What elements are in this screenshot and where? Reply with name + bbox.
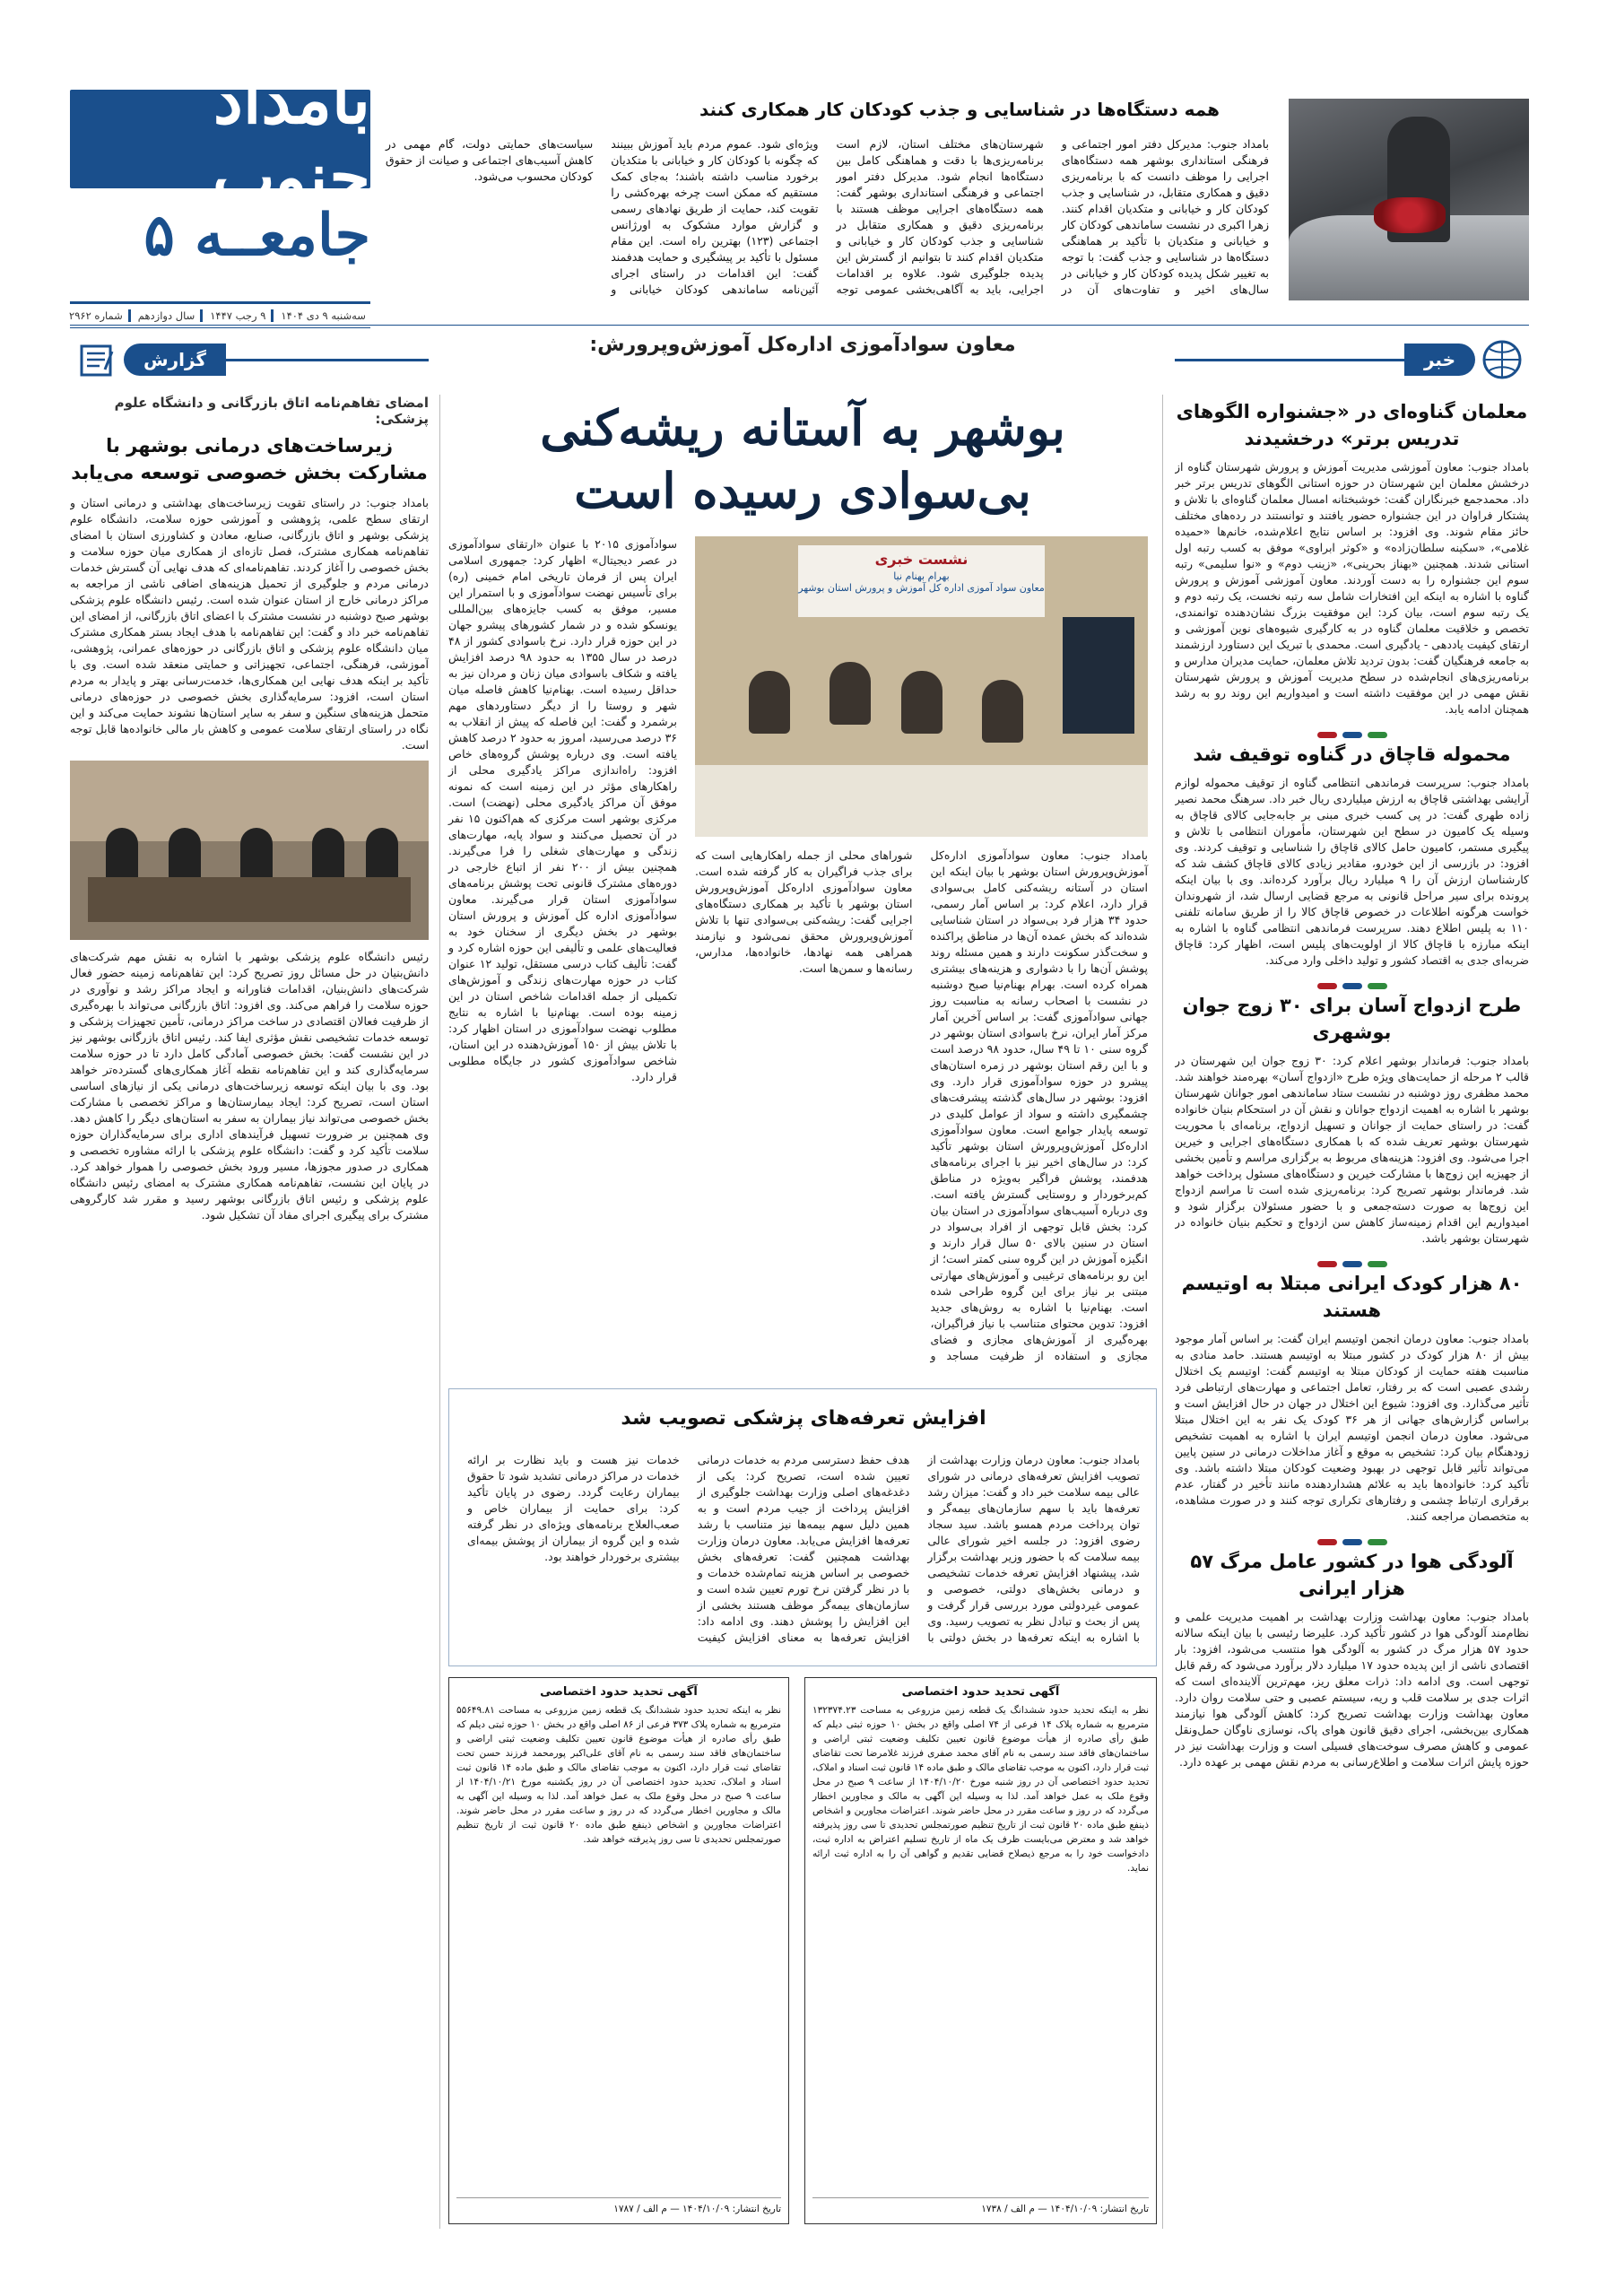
separator-dots xyxy=(1175,725,1529,737)
notice-footer: تاریخ انتشار: ۱۴۰۴/۱۰/۰۹ — م الف / ۱۷۸۷ xyxy=(456,2197,781,2216)
banner-role: معاون سواد آموزی اداره کل آموزش و پرورش استان بوشهر xyxy=(798,582,1045,594)
news-title[interactable]: معلمان گناوه‌ای در «جشنواره الگوهای تدریس برتر» درخشیدند xyxy=(1176,401,1528,449)
table-shape xyxy=(695,765,1148,837)
issue-hijri: ۹ رجب ۱۴۴۷ xyxy=(210,309,274,322)
globe-icon xyxy=(1475,336,1529,383)
organization-logo-shape xyxy=(1063,617,1134,734)
main-article-kicker: معاون سوادآموزی اداره‌کل آموزش‌وپرورش: xyxy=(589,334,1016,356)
news-title[interactable]: ۸۰ هزار کودک ایرانی مبتلا به اوتیسم هستند xyxy=(1181,1273,1523,1321)
legal-notice xyxy=(804,1677,1157,2224)
main-article-photo xyxy=(695,536,1148,837)
table-shape xyxy=(88,877,411,922)
news-title[interactable]: طرح ازدواج آسان برای ۳۰ زوج جوان بوشهری xyxy=(1182,995,1522,1043)
news-column xyxy=(1175,395,1529,2229)
top-story-photo xyxy=(1289,99,1529,300)
main-article-title[interactable]: بوشهر به آستانه ریشه‌کنی xyxy=(540,399,1065,457)
newspaper-icon xyxy=(70,336,124,383)
news-item xyxy=(1175,741,1529,988)
report-column xyxy=(70,395,429,2229)
news-body: بامداد جنوب: معاون آموزشی مدیریت آموزش و پرورش شهرستان گناوه از درخشش معلمان این شهرستان در حوزه استانی الگوهای تدریس برتر خبر داد. محمدجمع خبرنگاران گفت: خوشبختانه امسال معلمان گناوه‌ای با تلاش و پشتکار فراوان در این جشنواره حضور یافتند و توانستند در رده‌های مختلف حائز مقام شوند. وی افزود: بر اساس نتایج اعلام‌شده، خانم‌ها «حمیده غلامی»، «سکینه سلطان‌زاده» و «کوثر ابراوی» موفق به کسب رتبه اول استانی شدند. همچنین «بهناز بحرینی»، «زینب دوم» و «نوا سلیمی» رتبه سوم این جشنواره را به دست آوردند. معاون آموزشی آموزش و پرورش گناوه با اشاره به اینکه این افتخارات شامل سه رتبه نخست، یک رتبه دوم و یک رتبه سوم است، بیان کرد: این موفقیت بزرگ نشان‌دهنده توانمندی، تخصص و خلاقیت معلمان گناوه در به کارگیری شیوه‌های نوین آموزشی و ارتقای کیفیت یاددهی - یادگیری است. محمدی با تبریک این دستاورد ارزشمند به جامعه فرهنگیان گفت: بدون تردید تلاش معلمان، حمایت مدیران مدارس و برنامه‌ریزی‌های انجام‌شده در سطح مدیریت آموزش و پرورش شهرستان نقش مهمی در این موفقیت داشته است و امیدواریم این روند رو به رشد همچنان ادامه یابد. xyxy=(1175,460,1529,716)
report-kicker: امضای تفاهم‌نامه اتاق بازرگانی و دانشگاه علوم پزشکی: xyxy=(114,395,429,427)
column-divider xyxy=(439,395,440,2229)
tariff-title[interactable]: افزایش تعرفه‌های پزشکی تصویب شد xyxy=(621,1407,986,1430)
person-shape xyxy=(830,662,871,725)
press-banner xyxy=(798,545,1045,617)
news-item xyxy=(1175,1548,1529,1770)
top-divider xyxy=(70,325,1529,326)
masthead xyxy=(69,62,370,370)
report-tab-label[interactable]: گزارش xyxy=(124,344,226,376)
notice-footer: تاریخ انتشار: ۱۴۰۴/۱۰/۰۹ — م الف / ۱۷۳۸ xyxy=(812,2197,1149,2216)
report-title[interactable]: زیرساخت‌های درمانی بوشهر با مشارکت بخش خصوصی توسعه می‌یابد xyxy=(71,435,428,483)
report-body: بامداد جنوب: در راستای تقویت زیرساخت‌های بهداشتی و درمانی استان و ارتقای سطح علمی، پژوهشی و آموزشی حوزه سلامت، دانشگاه علوم پزشکی بوشهر و اتاق بازرگانی، صنایع، معادن و کشاورزی استان با امضای تفاهم‌نامه همکاری مشترک، فصل تازه‌ای از همکاری میان حوزه سلامت و بخش خصوصی را آغاز کردند. تفاهم‌نامه‌ای که هدف نهایی آن گسترش خدمات درمانی مردم و جلوگیری از تحمیل هزینه‌های اضافی ناشی از مراجعه به مراکز درمانی خارج از استان عنوان شده است. رئیس دانشگاه علوم پزشکی بوشهر صبح دوشنبه در نشست مشترک با اعضای اتاق بازرگانی، از امضای این تفاهم‌نامه خبر داد و گفت: این تفاهم‌نامه با هدف ایجاد بستر همکاری مشترک میان دانشگاه علوم پزشکی و اتاق بازرگانی در حوزه‌های عمرانی، پژوهشی، آموزشی، فرهنگی، اجتماعی، تجهیزاتی و حمایتی منعقد شده است. وی با تأکید بر اینکه هدف نهایی این همکاری‌ها، خدمت‌رسانی بهتر و پایدار به مردم استان است، افزود: سرمایه‌گذاری بخش خصوصی در حوزه‌های درمانی متحمل هزینه‌های سنگین و سفر به سایر استان‌ها نشوند حمایت می‌کند و این نگاه در راستای ارتقای سلامت عمومی و کاهش بار مالی خانواده‌ها قابل توجه است. xyxy=(70,496,429,752)
report-body: رئیس دانشگاه علوم پزشکی بوشهر با اشاره به نقش مهم شرکت‌های دانش‌بنیان در حل مسائل روز تصریح کرد: این تفاهم‌نامه زمینه حضور فعال شرکت‌های دانش‌بنیان، اقدامات فناورانه و ایجاد مراکز رشد و نوآوری در حوزه سلامت را فراهم می‌کند. وی افزود: اتاق بازرگانی می‌تواند با بهره‌گیری از ظرفیت فعالان اقتصادی در ساخت مراکز درمانی، تأمین تجهیزات پزشکی و توسعه خدمات تشخیصی نقش مؤثری ایفا کند. رئیس اتاق بازرگانی بوشهر نیز در این نشست گفت: بخش خصوصی آمادگی کامل دارد تا در حوزه سلامت سرمایه‌گذاری کند و این تفاهم‌نامه نقطه آغاز همکاری‌های گسترده‌تر خواهد بود. وی با بیان اینکه توسعه زیرساخت‌های درمانی یکی از نیازهای اساسی استان است، تصریح کرد: ایجاد بیمارستان‌ها و مراکز تخصصی با مشارکت بخش خصوصی می‌تواند نیاز بیماران به سفر به استان‌های دیگر را کاهش دهد. وی همچنین بر ضرورت تسهیل فرآیندهای اداری برای سرمایه‌گذاران حوزه سلامت تأکید کرد و گفت: دانشگاه علوم پزشکی با ارائه مشاوره تخصصی و همکاری در صدور مجوزها، مسیر ورود بخش خصوصی را هموار خواهد کرد. در پایان این نشست، تفاهم‌نامه همکاری مشترک به امضای رئیس دانشگاه علوم پزشکی و رئیس اتاق بازرگانی بوشهر رسید و مقرر شد کارگروهی مشترک برای پیگیری اجرای مفاد آن تشکیل شود. xyxy=(70,950,429,1222)
main-article-column: سوادآموزی ۲۰۱۵ با عنوان «ارتقای سوادآموزی در عصر دیجیتال» اظهار کرد: جمهوری اسلامی ایران پس از فرمان تاریخی امام خمینی (ره) برای تأسیس نهضت سوادآموزی و با استمرار این مسیر، موفق به کسب جایزه‌های بین‌المللی یونسکو شده و در شمار کشورهای پیشرو جهان در این حوزه قرار دارد. نرخ باسوادی کشور از ۴۸ درصد در سال ۱۳۵۵ به حدود ۹۸ درصد افزایش یافته و شکاف باسوادی میان زنان و مردان نیز به حداقل رسیده است. بهنام‌نیا کاهش فاصله میان شهر و روستا را از دیگر دستاوردهای مهم برشمرد و گفت: این فاصله که پیش از انقلاب به ۳۶ درصد می‌رسید، امروز به حدود ۲ درصد کاهش یافته است. وی درباره پوشش گروه‌های خاص افزود: راه‌اندازی مراکز یادگیری محلی از راهکارهای مؤثر در این زمینه است که نمونه موفق آن مراکز یادگیری محلی (نهضت) است. مرکزی بوشهر است مرکزی که هم‌اکنون ۱۵ نفر در آن تحصیل می‌کنند و سواد پایه، مهارت‌های زندگی و مهارت‌های شغلی را فرا می‌گیرند. همچنین بیش از ۲۰۰ نفر از اتباع خارجی در دوره‌های مشترک قانونی تحت پوشش برنامه‌های سوادآموزی استان قرار می‌گیرند. معاون سوادآموزی اداره کل آموزش و پرورش استان بوشهر در بخش دیگری از سخنان خود به فعالیت‌های علمی و تألیفی این حوزه اشاره کرد و گفت: تألیف کتاب درسی مستقل، تولید ۱۲ عنوان کتاب در حوزه مهارت‌های زندگی و آموزش‌های تکمیلی از جمله اقدامات شاخص استان در این زمینه بوده است. بهنام‌نیا با اشاره به نتایج مطلوب نهضت سوادآموزی در استان اظهار کرد: با تلاش بیش از ۱۵۰ آموزش‌دهنده در این استان، شاخص سوادآموزی کشور در جایگاه مطلوبی قرار دارد. xyxy=(448,537,677,1083)
top-story xyxy=(386,90,1529,314)
person-shape xyxy=(749,671,790,734)
banner-title: نشست خبری xyxy=(874,551,969,568)
news-item xyxy=(1175,992,1529,1266)
notice-title: آگهی تحدید حدود اختصاصی xyxy=(540,1685,698,1699)
notice-body: نظر به اینکه تحدید حدود ششدانگ یک قطعه زمین مزروعی به مساحت ۵۵۶۴۹.۸۱ مترمربع به شماره پلاک ۳۷۳ فرعی از ۸۶ اصلی واقع در بخش ۱۰ حوزه ثبتی دیلم که طبق رأی صادره از هیأت موضوع قانون تعیین تکلیف وضعیت ثبتی اراضی و ساختمان‌های فاقد سند رسمی به نام آقای علی‌اکبر پورمحمد فرزند حسن تحت تقاضای ثبت قرار دارد، اکنون به موجب تقاضای مالک و طبق ماده ۱۴ قانون ثبت اسناد و املاک، تحدید حدود اختصاصی آن در روز یکشنبه مورخ ۱۴۰۴/۱۰/۲۱ از ساعت ۹ صبح در محل وقوع ملک به عمل خواهد آمد. لذا به وسیله این آگهی به مالک و مجاورین اخطار می‌گردد که در روز و ساعت مقرر در محل حاضر شوند. اعتراضات مجاورین و اشخاص ذینفع طبق ماده ۲۰ قانون ثبت از تاریخ تنظیم صورتمجلس تحدیدی تا سی روز پذیرفته خواهد شد. xyxy=(456,1705,782,1845)
issue-year: سال دوازدهم xyxy=(138,309,203,322)
section-title: جامعــه ۵ xyxy=(143,202,370,269)
flowers-shape xyxy=(1374,197,1446,233)
banner-name: بهرام بهنام نیا xyxy=(893,570,950,582)
top-story-body: بامداد جنوب: مدیرکل دفتر امور اجتماعی و فرهنگی استانداری بوشهر همه دستگاه‌های اجرایی را موظف دانست که با برنامه‌ریزی دقیق و همکاری متقابل، در شناسایی و جذب کودکان کار و خیابانی و متکدیان اقدام کنند. زهرا اکبری در نشست ساماندهی کودکان کار و خیابانی و متکدیان با تأکید بر هماهنگی دستگاه‌ها در شناسایی و جذب گفت: با توجه به تغییر شکل پدیده کودکان کار و خیابانی در سال‌های اخیر و تفاوت‌های آن در شهرستان‌های مختلف استان، لازم است برنامه‌ریزی‌ها با دقت و هماهنگی کامل بین دستگاه‌ها انجام شود. مدیرکل دفتر امور اجتماعی و فرهنگی استانداری بوشهر گفت: همه دستگاه‌های اجرایی موظف هستند با برنامه‌ریزی دقیق و همکاری متقابل در شناسایی و جذب کودکان کار و خیابانی و متکدیان اقدام کنند تا بتوانیم از گسترش این پدیده جلوگیری شود. علاوه بر اقدامات اجرایی، باید به آگاهی‌بخشی عمومی توجه ویژه‌ای شود. عموم مردم باید آموزش ببینند که چگونه با کودکان کار و خیابانی با متکدیان برخورد مناسب داشته باشند؛ به‌جای کمک مستقیم که ممکن است چرخه بهره‌کشی را تقویت کند، حمایت از طریق نهادهای رسمی و گزارش موارد مشکوک به اورژانس اجتماعی (۱۲۳) بهترین راه است. این مقام مسئول با تأکید بر پیشگیری و حمایت هدفمند گفت: این اقدامات در راستای اجرای آئین‌نامه ساماندهی کودکان خیابانی و سیاست‌های حمایتی دولت، گام مهمی در کاهش آسیب‌های اجتماعی و صیانت از حقوق کودکان محسوب می‌شود. xyxy=(386,137,1269,296)
news-tab-line xyxy=(1175,359,1404,361)
report-section-header xyxy=(70,336,429,383)
legal-notice xyxy=(448,1677,789,2224)
column-divider xyxy=(1162,395,1163,2229)
main-article-column: بامداد جنوب: معاون سوادآموزی اداره‌کل آموزش‌وپرورش استان بوشهر با بیان اینکه این استان در آستانه ریشه‌کنی کامل بی‌سوادی قرار دارد، اعلام کرد: بر اساس آمار رسمی، حدود ۳۴ هزار فرد بی‌سواد در استان شناسایی شده‌اند که بخش عمده آن‌ها در مناطق پراکنده و سخت‌گذر سکونت دارند و همین مسئله روند پوشش آن‌ها را با دشواری و هزینه‌های بیشتری همراه کرده است. بهرام بهنام‌نیا صبح دوشنبه در نشست با اصحاب رسانه به مناسبت روز جهانی سوادآموزی گفت: بر اساس آخرین آمار مرکز آمار ایران، نرخ باسوادی استان بوشهر در گروه سنی ۱۰ تا ۴۹ سال، حدود ۹۸ درصد است و با این رقم استان بوشهر در زمره استان‌های پیشرو در حوزه سوادآموزی قرار دارد. وی افزود: بوشهر در سال‌های گذشته پیشرفت‌های چشمگیری داشته و سواد از عوامل کلیدی در توسعه پایدار جوامع است. معاون سوادآموزی اداره‌کل آموزش‌وپرورش استان بوشهر تأکید کرد: در سال‌های اخیر نیز با اجرای برنامه‌های هدفمند، پوشش فراگیر به‌ویژه در مناطق کم‌برخوردار و روستایی گسترش یافته است. وی درباره آسیب‌های سوادآموزی در استان بیان کرد: بخش قابل توجهی از افراد بی‌سواد در استان در سنین بالای ۵۰ سال قرار دارند و انگیزه آموزش در این گروه سنی کمتر است؛ از این رو برنامه‌های ترغیبی و آموزش‌های مهارتی مبتنی بر نیاز برای این گروه طراحی شده است. بهنام‌نیا با اشاره به روش‌های جدید افزود: تدوین محتوای متناسب با نیاز فراگیران، بهره‌گیری از آموزش‌های مجازی و فضای مجازی و استفاده از ظرفیت مساجد و شوراهای محلی از جمله راهکارهایی است که برای جذب فراگیران به کار گرفته شده است. معاون سوادآموزی اداره‌کل آموزش‌وپرورش استان بوشهر با تأکید بر همکاری دستگاه‌های اجرایی گفت: ریشه‌کنی بی‌سوادی تنها با تلاش آموزش‌وپرورش محقق نمی‌شود و نیازمند همراهی همه نهادها، خانواده‌ها، مدارس، رسانه‌ها و سمن‌ها است. xyxy=(695,848,1149,1362)
person-shape xyxy=(982,680,1023,743)
news-title[interactable]: آلودگی هوا در کشور عامل مرگ ۵۷ هزار ایرانی xyxy=(1190,1551,1514,1599)
news-body: بامداد جنوب: معاون بهداشت وزارت بهداشت بر اهمیت مدیریت علمی و نظام‌مند آلودگی هوا در کشور تأکید کرد. علیرضا رئیسی با بیان اینکه سالانه حدود ۵۷ هزار مرگ در کشور به آلودگی هوا منتسب می‌شود، افزود: بار اقتصادی ناشی از این پدیده حدود ۱۷ میلیارد دلار برآورد می‌شود که رقم قابل توجهی است. وی ادامه داد: ذرات معلق ریز، مهم‌ترین آلاینده‌ای است که اثرات جدی بر سلامت قلب و ریه، سیستم عصبی و حتی سلامت روان دارد. معاون بهداشت وزارت بهداشت تصریح کرد: کاهش آلودگی هوا نیازمند همکاری بین‌بخشی، اجرای دقیق قانون هوای پاک، نوسازی ناوگان حمل‌ونقل عمومی و کاهش مصرف سوخت‌های فسیلی است و وزارت بهداشت نیز در حوزه پایش اثرات سلامت و اطلاع‌رسانی به مردم نقش مهمی بر عهده دارد. xyxy=(1175,1610,1529,1769)
report-photo xyxy=(70,761,429,940)
news-item xyxy=(1175,1270,1529,1544)
notice-title: آگهی تحدید حدود اختصاصی xyxy=(901,1685,1060,1699)
issue-day: سه‌شنبه ۹ دی ۱۴۰۴ xyxy=(281,309,366,322)
main-article-title[interactable]: بی‌سوادی رسیده است xyxy=(574,462,1031,519)
news-body: بامداد جنوب: سرپرست فرماندهی انتظامی گناوه از توقیف محموله لوازم آرایشی بهداشتی قاچاق به ارزش میلیاردی ریال خبر داد. سرهنگ محمد نصیر زاده طهری گفت: در پی کسب خبری مبنی بر جابه‌جایی کالای قاچاق به وسیله یک کامیون در سطح این شهرستان، مأموران انتظامی با تلاش و پیگیری مستمر، کامیون حامل کالای قاچاق را شناسایی و توقیف کردند. وی افزود: در بازرسی از این خودرو، مقادیر زیادی کالای قاچاق کشف شد که کارشناسان ارزش آن را ۹ میلیارد ریال برآورد کرده‌اند. وی با بیان اینکه پرونده برای سیر مراحل قانونی به مرجع قضایی ارسال شد، از شهروندان خواست هرگونه اطلاعات در خصوص قاچاق کالا را از طریق سامانه تلفنی ۱۱۰ به پلیس اطلاع دهند. سرپرست فرماندهی انتظامی گناوه با اشاره به اینکه مبارزه با قاچاق کالا از اولویت‌های پلیس است، اظهار کرد: قاچاق ضربه‌ای جدی به اقتصاد کشور و تولید داخلی وارد می‌کند. xyxy=(1175,776,1529,967)
separator-dots xyxy=(1175,1254,1529,1266)
news-item xyxy=(1175,398,1529,737)
person-shape xyxy=(901,671,942,734)
separator-dots xyxy=(1175,976,1529,988)
news-tab-label[interactable]: خبر xyxy=(1404,344,1475,376)
news-body: بامداد جنوب: فرماندار بوشهر اعلام کرد: ۳۰ زوج جوان این شهرستان در قالب ۲ مرحله از حمایت‌های ویژه طرح «ازدواج آسان» بهره‌مند خواهند شد. محمد مظفری روز دوشنبه در نشست ستاد ساماندهی امور جوانان شهرستان بوشهر با اشاره به اهمیت ازدواج جوانان و نقش آن در استحکام بنیان خانواده گفت: در راستای حمایت از جوانان و تسهیل ازدواج، برنامه‌ای با محوریت شهرستان بوشهر تعریف شده که با همکاری دستگاه‌های اجرایی و خیرین اجرا می‌شود. وی افزود: هزینه‌های مربوط به برگزاری مراسم و تأمین بخشی از جهیزیه این زوج‌ها با مشارکت خیرین و دستگاه‌های مسئول پرداخت خواهد شد. فرماندار بوشهر تصریح کرد: برنامه‌ریزی شده است تا مراسم ازدواج این زوج‌ها به صورت دسته‌جمعی و با حضور مسئولان برگزار شود و امیدواریم این اقدام زمینه‌ساز کاهش سن ازدواج و تحکیم بنیان خانواده در شهرستان بوشهر باشد. xyxy=(1175,1054,1529,1245)
issue-number: شماره ۲۹۶۲ xyxy=(69,309,131,322)
notice-body: نظر به اینکه تحدید حدود ششدانگ یک قطعه زمین مزروعی به مساحت ۱۳۲۳۷۴.۲۳ مترمربع به شماره پلاک ۱۴ فرعی از ۷۴ اصلی واقع در بخش ۱۰ حوزه ثبتی دیلم که طبق رأی صادره از هیأت موضوع قانون تعیین تکلیف وضعیت ثبتی اراضی و ساختمان‌های فاقد سند رسمی به نام آقای محمد صفری فرزند غلامرضا تحت تقاضای ثبت قرار دارد، اکنون به موجب تقاضای مالک و طبق ماده ۱۴ قانون ثبت اسناد و املاک، تحدید حدود اختصاصی آن در روز شنبه مورخ ۱۴۰۴/۱۰/۲۰ از ساعت ۹ صبح در محل وقوع ملک به عمل خواهد آمد. لذا به وسیله این آگهی به مالک و مجاورین اخطار می‌گردد که در روز و ساعت مقرر در محل حاضر شوند. اعتراضات مجاورین و اشخاص ذینفع طبق ماده ۲۰ قانون ثبت از تاریخ تنظیم صورتمجلس تحدیدی تا سی روز پذیرفته خواهد شد و معترض می‌بایست ظرف یک ماه از تاریخ تسلیم اعتراض به اداره ثبت، دادخواست خود را به مرجع ذیصلاح قضایی تقدیم و گواهی آن را به اداره ثبت ارائه نماید. xyxy=(812,1705,1150,1874)
news-section-header xyxy=(1175,336,1529,383)
report-tab-line xyxy=(226,359,429,361)
news-body: بامداد جنوب: معاون درمان انجمن اوتیسم ایران گفت: بر اساس آمار موجود بیش از ۸۰ هزار کودک در کشور مبتلا به اوتیسم هستند. حامد منادی به مناسبت هفته حمایت از کودکان مبتلا به اوتیسم گفت: اوتیسم یک اختلال رشدی عصبی است که بر رفتار، تعامل اجتماعی و مهارت‌های ارتباطی فرد تأثیر می‌گذارد. وی افزود: شیوع این اختلال در جهان در حال افزایش است و براساس گزارش‌های جهانی از هر ۳۶ کودک یک نفر به این اختلال مبتلا می‌شود. معاون درمان انجمن اوتیسم ایران با اشاره به اهمیت تشخیص زودهنگام بیان کرد: تشخیص به موقع و آغاز مداخلات درمانی در سنین پایین می‌تواند تأثیر قابل توجهی در بهبود وضعیت کودکان مبتلا داشته باشد. وی تأکید کرد: خانواده‌ها باید به علائم هشداردهنده مانند تأخیر در گفتار، عدم برقراری ارتباط چشمی و رفتارهای تکراری توجه کنند و در صورت مشاهده، به متخصصان مراجعه کنند. xyxy=(1175,1332,1529,1523)
tariff-article xyxy=(448,1388,1157,1666)
tariff-body: بامداد جنوب: معاون درمان وزارت بهداشت از تصویب افزایش تعرفه‌های درمانی در شورای عالی بیمه سلامت خبر داد و گفت: میزان رشد تعرفه‌ها باید با سهم سازمان‌های بیمه‌گر و توان پرداخت مردم همسو باشد. سید سجاد رضوی افزود: در جلسه اخیر شورای عالی بیمه سلامت که با حضور وزیر بهداشت برگزار شد، پیشنهاد افزایش تعرفه خدمات تشخیصی و درمانی بخش‌های دولتی، خصوصی و عمومی غیردولتی مورد بررسی قرار گرفت و پس از بحث و تبادل نظر به تصویب رسید. وی با اشاره به اینکه تعرفه‌ها در بخش دولتی با هدف حفظ دسترسی مردم به خدمات درمانی تعیین شده است، تصریح کرد: یکی از دغدغه‌های اصلی وزارت بهداشت جلوگیری از افزایش پرداخت از جیب مردم است و به همین دلیل سهم بیمه‌ها نیز متناسب با رشد تعرفه‌ها افزایش می‌یابد. معاون درمان وزارت بهداشت همچنین گفت: تعرفه‌های بخش خصوصی بر اساس هزینه تمام‌شده خدمات و با در نظر گرفتن نرخ تورم تعیین شده است و سازمان‌های بیمه‌گر موظف هستند بخشی از این افزایش را پوشش دهند. وی ادامه داد: افزایش تعرفه‌ها به معنای افزایش کیفیت خدمات نیز هست و باید نظارت بر ارائه خدمات در مراکز درمانی تشدید شود تا حقوق بیماران رعایت گردد. رضوی در پایان تأکید کرد: برای حمایت از بیماران خاص و صعب‌العلاج برنامه‌های ویژه‌ای در نظر گرفته شده و این گروه از بیماران از پوشش بیمه‌ای بیشتری برخوردار خواهند بود. xyxy=(467,1453,1140,1644)
separator-dots xyxy=(1175,1532,1529,1544)
top-story-title[interactable]: همه دستگاه‌ها در شناسایی و جذب کودکان کار همکاری کنند xyxy=(699,99,1220,120)
newspaper-logo[interactable]: بامداد جنوب xyxy=(70,90,370,188)
news-title[interactable]: محموله قاچاق در گناوه توقیف شد xyxy=(1193,744,1511,765)
